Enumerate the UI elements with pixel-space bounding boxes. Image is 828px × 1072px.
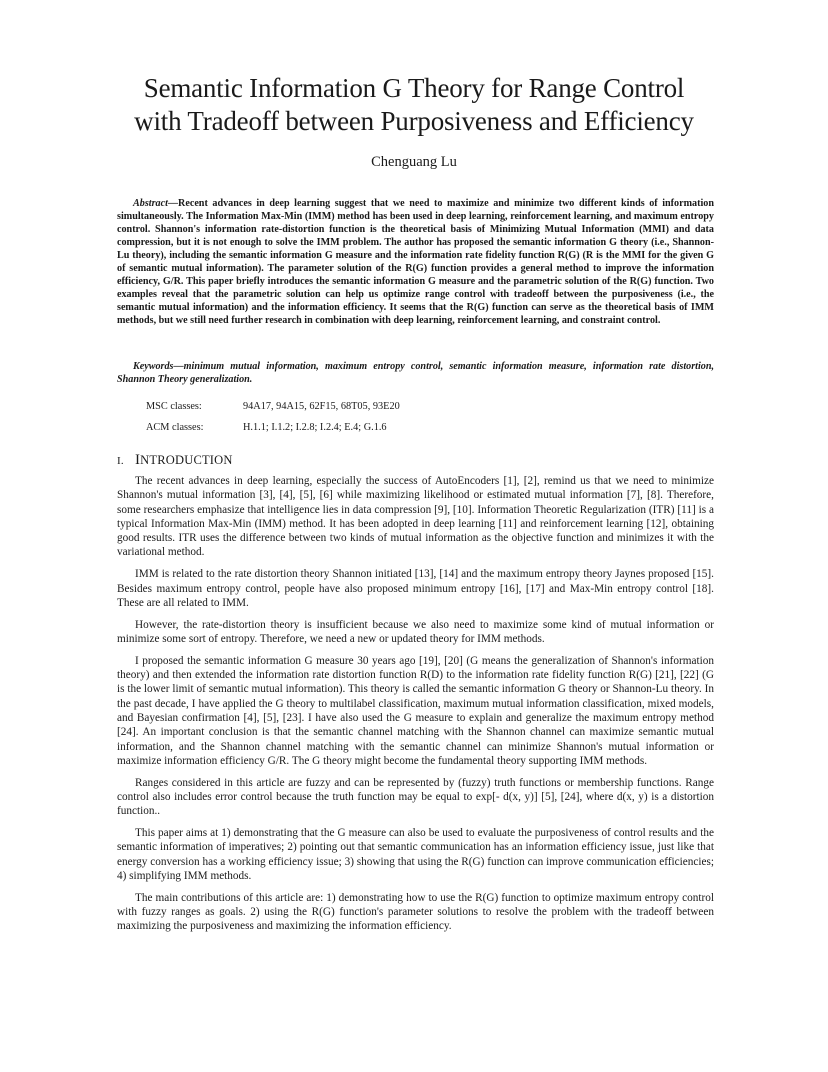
title-line-2: with Tradeoff between Purposiveness and Efficiency [134,106,694,136]
section-heading [117,450,233,471]
keywords-label: Keywords [133,361,174,372]
acm-row [146,417,400,438]
introduction-body [117,474,714,941]
intro-paragraph-4: I proposed the semantic information G measure 30 years ago [19], [20] (G means the generalization of Shannon's information theory) and then extended the information rate distortion function R(D) to the information rate fidelity function R(G) [21], [22] (G is the lower limit of semantic mutual information). This theory is called the semantic information G theory or Shannon-Lu theory. In the past decade, I have applied the G theory to multilabel classification, maximum mutual information classification, mixed models, and Bayesian confirmation [4], [5], [23]. I have also used the G measure to explain and generalize the maximum entropy method [24]. An important conclusion is that the semantic channel matching with the Shannon channel can maximize semantic mutual information, and the Shannon channel matching with the semantic channel can minimize Shannon's mutual information or maximize information efficiency G/R. The G theory might become the fundamental theory supporting IMM methods. [117,654,714,767]
author-name: Chenguang Lu [371,154,457,170]
intro-paragraph-5: Ranges considered in this article are fuzzy and can be represented by (fuzzy) truth functions or membership functions. Range control also includes error control because the truth function may be equal to exp[- d(x, y)] [5], [24], where d(x, y) is a distortion function.. [117,776,714,818]
intro-paragraph-2: IMM is related to the rate distortion theory Shannon initiated [13], [14] and the maximum entropy theory Jaynes proposed [15]. Besides maximum entropy control, people have also proposed minimum entropy [16], [17] and Max-Min entropy control [18]. These are all related to IMM. [117,568,714,609]
section-number: I. [117,455,124,467]
abstract-text: Recent advances in deep learning suggest that we need to maximize and minimize two different kinds of information simultaneously. The Information Max-Min (IMM) method has been used in deep learning, reinforcement learning, and maximum entropy control. Shannon's information rate-distortion function is the theoretical basis of Minimizing Mutual Information (MMI) and data compression, but it is not enough to solve the IMM problem. The author has proposed the semantic information G theory (i.e., Shannon-Lu theory), including the semantic information G measure and the information rate fidelity function R(G) (R is the MMI for the given G of semantic mutual information). The parameter solution of the R(G) function provides a general method to improve the information efficiency, G/R. This paper briefly introduces the semantic information G measure and the parametric solution of the R(G) function. Two examples reveal that the parametric solution can help us optimize range control with tradeoff between the purposiveness (i.e., the semantic mutual information) and the information efficiency. It seems that the R(G) function can serve as the theoretical basis of IMM methods, but we still need further research in combination with deep learning, reinforcement learning, and constraint control. [117,198,714,326]
keywords [117,361,714,387]
acm-value: H.1.1; I.1.2; I.2.8; I.2.4; E.4; G.1.6 [243,422,387,433]
abstract-dash: — [167,198,179,209]
keywords-dash: — [173,361,184,372]
intro-paragraph-3: However, the rate-distortion theory is insufficient because we also need to maximize some kind of mutual information or minimize some sort of entropy. Therefore, we need a new or updated theory for IMM methods. [117,618,714,645]
title-line-1: Semantic Information G Theory for Range Control [143,73,685,103]
keywords-text: minimum mutual information, maximum entropy control, semantic information measure, information rate distortion, Shannon Theory generalization. [117,361,714,385]
intro-paragraph-7: The main contributions of this article are: 1) demonstrating how to use the R(G) function to optimize maximum entropy control with fuzzy ranges as goals. 2) using the R(G) function's parameter solutions to resolve the problem with the tradeoff between maximizing the purposiveness and maximizing the information efficiency. [117,891,714,933]
intro-paragraph-1: The recent advances in deep learning, especially the success of AutoEncoders [1], [2], remind us that we need to minimize Shannon's mutual information [3], [4], [5], [6] while maximizing likelihood or estimated mutual information [7], [8]. Therefore, some researchers emphasize that intelligence lies in data compression [9], [10]. Information Theoretic Regularization (ITR) [11] is a typical Information Max-Min (IMM) method. It has been adopted in deep learning [11] and reinforcement learning [12], obtaining good results. ITR uses the difference between two kinds of mutual information as the objective function and minimizes it with the variational method. [117,475,714,559]
msc-label: MSC classes: [146,401,202,412]
classification-block [146,396,400,438]
abstract [117,198,714,328]
paper-title [60,72,768,138]
intro-paragraph-6: This paper aims at 1) demonstrating that the G measure can also be used to evaluate the purposiveness of control results and the semantic information of imperatives; 2) pointing out that semantic communication has an information efficiency issue, just like that energy conversion has a working efficiency issue; 3) showing that using the R(G) function can improve communication efficiencies; 4) simplifying IMM methods. [117,827,714,882]
msc-value: 94A17, 94A15, 62F15, 68T05, 93E20 [243,401,400,412]
abstract-label: Abstract [133,198,168,209]
section-title: INTRODUCTION [134,452,233,468]
acm-label: ACM classes: [146,422,204,433]
msc-row [146,396,400,417]
